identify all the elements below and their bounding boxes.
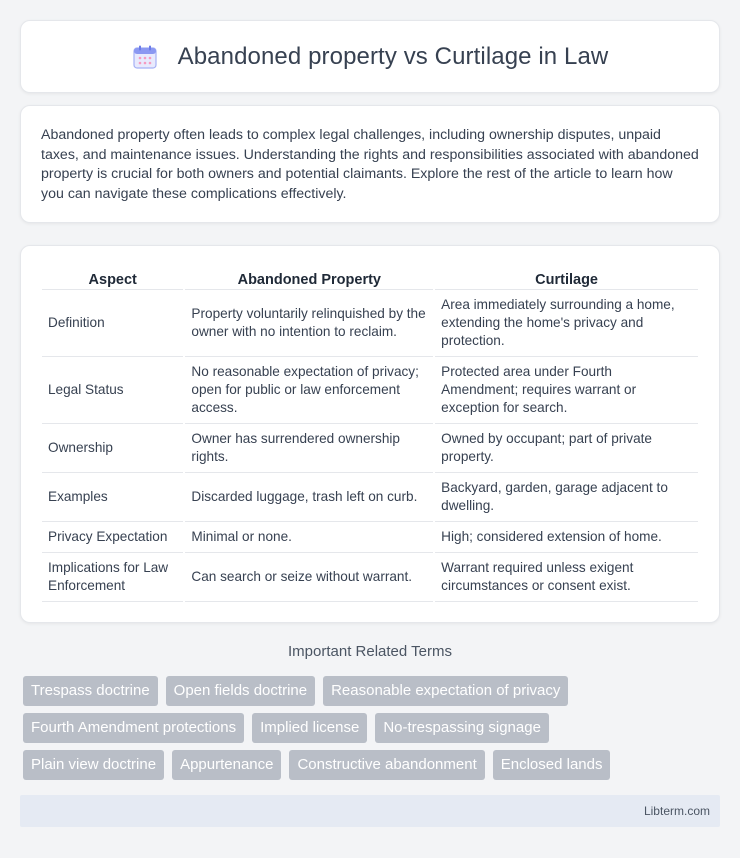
cell-aspect: Examples <box>42 473 183 522</box>
intro-paragraph: Abandoned property often leads to complex legal challenges, including ownership disputes, unpaid taxes, and maintenance issues. Understanding the rights and responsibilities associated with abandoned property is crucial for both owners and potential claimants. Explore the rest of the article to learn how you can navigate these complications effectively. <box>41 127 699 202</box>
table-header-row <box>42 266 698 290</box>
tag-row <box>23 713 723 743</box>
cell-curtilage: Owned by occupant; part of private property. <box>435 424 698 473</box>
cell-aspect: Legal Status <box>42 357 183 424</box>
page-title: Abandoned property vs Curtilage in Law <box>177 42 609 70</box>
comparison-table <box>40 266 700 602</box>
table-row <box>42 553 698 602</box>
cell-abandoned: Property voluntarily relinquished by the owner with no intention to reclaim. <box>185 290 433 357</box>
cell-abandoned: Discarded luggage, trash left on curb. <box>185 473 433 522</box>
table-row <box>42 522 698 553</box>
cell-abandoned: Minimal or none. <box>185 522 433 553</box>
tag-constructive-abandonment[interactable]: Constructive abandonment <box>289 750 484 780</box>
header-aspect: Aspect <box>42 266 183 290</box>
cell-abandoned: Can search or seize without warrant. <box>185 553 433 602</box>
tag-trespass-doctrine[interactable]: Trespass doctrine <box>23 676 158 706</box>
footer-site-link[interactable]: Libterm.com <box>643 804 710 818</box>
tag-row <box>23 676 723 706</box>
tag-reasonable-expectation-of-privacy[interactable]: Reasonable expectation of privacy <box>323 676 568 706</box>
calendar-icon <box>132 44 158 70</box>
tag-appurtenance[interactable]: Appurtenance <box>172 750 281 780</box>
table-row <box>42 473 698 522</box>
cell-aspect: Implications for Law Enforcement <box>42 553 183 602</box>
header-abandoned-property: Abandoned Property <box>185 266 433 290</box>
cell-curtilage: Area immediately surrounding a home, extending the home's privacy and protection. <box>435 290 698 357</box>
cell-curtilage: Warrant required unless exigent circumstances or consent exist. <box>435 553 698 602</box>
comparison-table-card <box>20 245 720 623</box>
cell-aspect: Definition <box>42 290 183 357</box>
cell-abandoned: No reasonable expectation of privacy; open for public or law enforcement access. <box>185 357 433 424</box>
cell-curtilage: Protected area under Fourth Amendment; requires warrant or exception for search. <box>435 357 698 424</box>
tag-open-fields-doctrine[interactable]: Open fields doctrine <box>166 676 315 706</box>
related-terms-list <box>23 676 723 787</box>
tag-fourth-amendment-protections[interactable]: Fourth Amendment protections <box>23 713 244 743</box>
cell-aspect: Ownership <box>42 424 183 473</box>
cell-curtilage: High; considered extension of home. <box>435 522 698 553</box>
related-terms-heading: Important Related Terms <box>288 643 452 660</box>
table-row <box>42 424 698 473</box>
tag-no-trespassing-signage[interactable]: No-trespassing signage <box>375 713 549 743</box>
tag-implied-license[interactable]: Implied license <box>252 713 367 743</box>
tag-row <box>23 750 723 780</box>
tag-plain-view-doctrine[interactable]: Plain view doctrine <box>23 750 164 780</box>
title-wrap <box>132 43 609 71</box>
header-curtilage: Curtilage <box>435 266 698 290</box>
tag-enclosed-lands[interactable]: Enclosed lands <box>493 750 611 780</box>
footer <box>20 795 720 827</box>
cell-curtilage: Backyard, garden, garage adjacent to dwelling. <box>435 473 698 522</box>
header-card <box>20 20 720 93</box>
intro-card <box>20 105 720 223</box>
table-row <box>42 290 698 357</box>
cell-aspect: Privacy Expectation <box>42 522 183 553</box>
table-row <box>42 357 698 424</box>
cell-abandoned: Owner has surrendered ownership rights. <box>185 424 433 473</box>
